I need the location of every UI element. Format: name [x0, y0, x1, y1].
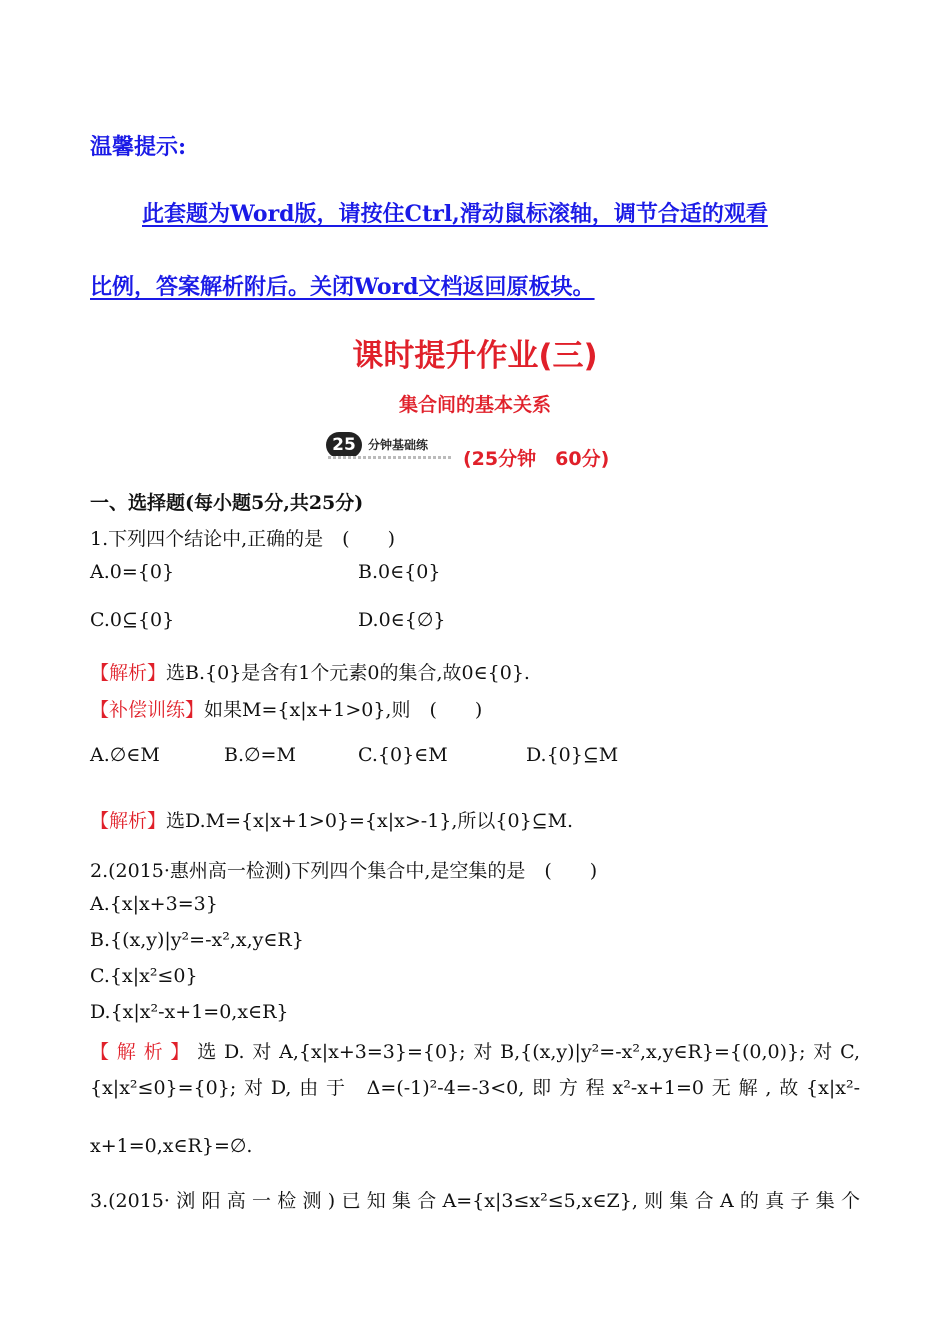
q2-analysis-line-3: x+1=0,x∈R}=∅.: [90, 1135, 253, 1157]
analysis-text: 选B.{0}是含有1个元素0的集合,故0∈{0}.: [166, 662, 530, 684]
q1-stem: 1.下列四个结论中,正确的是 ( ): [90, 528, 395, 550]
page-title: 课时提升作业(三): [352, 338, 598, 374]
section-heading: 一、选择题(每小题5分,共25分): [90, 492, 364, 514]
q2-analysis-line-2: {x|x²≤0}={0};对D,由于 Δ=(-1)²-4=-3<0,即方程x²-x+1=0无解,故{x|x²-: [90, 1077, 860, 1099]
tip-line-2: 比例，答案解析附后。关闭Word文档返回原板块。: [90, 274, 595, 300]
q2-option-c: C.{x|x²≤0}: [90, 965, 198, 987]
badge-label: 分钟基础练: [368, 438, 429, 452]
q1-option-a: A.0={0}: [90, 561, 175, 583]
time-badge: [326, 432, 456, 460]
page-subtitle: 集合间的基本关系: [398, 394, 551, 416]
supplement-option-d: D.{0}⊆M: [526, 744, 619, 766]
supplement-text: 如果M={x|x+1>0},则 ( ): [204, 699, 483, 721]
q1-option-b: B.0∈{0}: [358, 561, 441, 583]
q2-analysis-line-1: [90, 1037, 860, 1064]
q1-analysis: [90, 658, 530, 685]
supplement-option-b: B.∅=M: [224, 744, 296, 766]
supplement-analysis: [90, 806, 573, 833]
supplement-tag: 【补偿训练】: [90, 699, 205, 721]
analysis-text: 选D.对A,{x|x+3=3}={0};对B,{(x,y)|y²=-x²,x,y∈R}={(0,0)};对C,: [197, 1041, 860, 1063]
q2-option-a: A.{x|x+3=3}: [90, 893, 218, 915]
analysis-tag: 【解析】: [90, 810, 167, 832]
analysis-tag: 【解析】: [90, 662, 167, 684]
q1-option-d: D.0∈{∅}: [358, 609, 446, 631]
supplement-option-a: A.∅∈M: [90, 744, 160, 766]
tip-title: 温馨提示:: [90, 134, 187, 160]
supplement-option-c: C.{0}∈M: [358, 744, 448, 766]
q1-option-c: C.0⊆{0}: [90, 609, 175, 631]
q2-option-b: B.{(x,y)|y²=-x²,x,y∈R}: [90, 929, 304, 951]
badge-underline: [328, 456, 452, 459]
supplement-stem: [90, 695, 482, 722]
q2-option-d: D.{x|x²-x+1=0,x∈R}: [90, 1001, 289, 1023]
q3-stem: 3.(2015·浏阳高一检测)已知集合A={x|3≤x²≤5,x∈Z},则集合A的真子集个: [90, 1190, 860, 1212]
tip-line-1: 此套题为Word版，请按住Ctrl,滑动鼠标滚轴，调节合适的观看: [142, 201, 768, 227]
analysis-tag: 【解析】: [90, 1041, 198, 1063]
time-info: (25分钟 60分): [463, 448, 610, 470]
analysis-text: 选D.M={x|x+1>0}={x|x>-1},所以{0}⊆M.: [166, 810, 574, 832]
q2-stem: 2.(2015·惠州高一检测)下列四个集合中,是空集的是 ( ): [90, 860, 598, 882]
badge-number: 25: [326, 432, 362, 458]
